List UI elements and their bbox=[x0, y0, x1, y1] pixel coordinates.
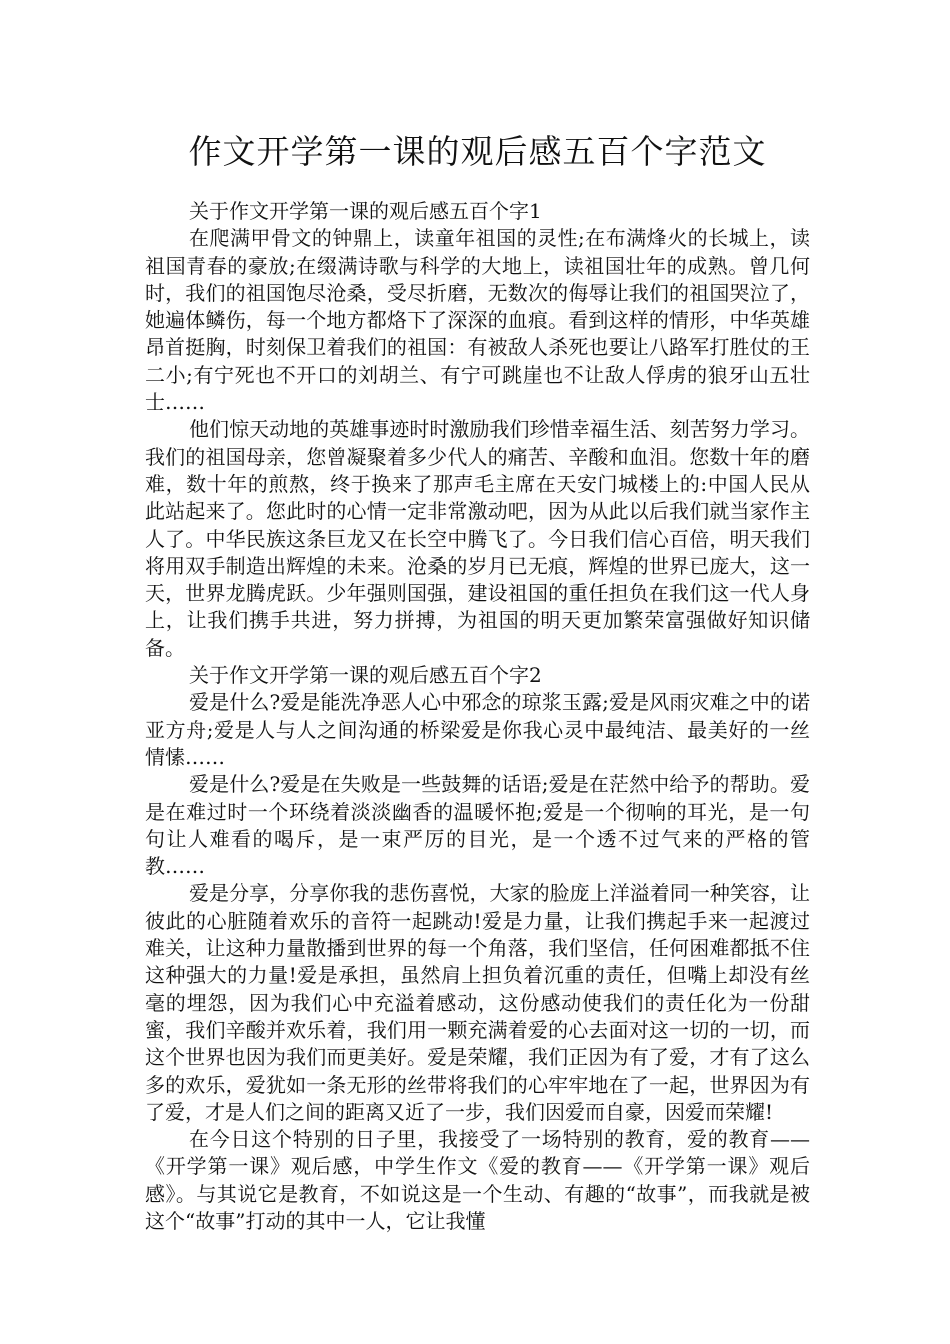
document-page bbox=[145, 0, 810, 1344]
paragraph: 在今日这个特别的日子里，我接受了一场特别的教育，爱的教育——《开学第一课》观后感，中学生作文《爱的教育——《开学第一课》观后感》。与其说它是教育，不如说这是一个生动、有趣的“故事”，而我就是被这个“故事”打动的其中一人，它让我懂 bbox=[145, 1127, 810, 1233]
essay-heading-1: 关于作文开学第一课的观后感五百个字1 bbox=[189, 199, 542, 223]
paragraph: 他们惊天动地的英雄事迹时时激励我们珍惜幸福生活、刻苦努力学习。我们的祖国母亲，您曾凝聚着多少代人的痛苦、辛酸和血泪。您数十年的磨难，数十年的煎熬，终于换来了那声毛主席在天安门城楼上的:中国人民从此站起来了。您此时的心情一定非常激动吧，因为从此以后我们就当家作主人了。中华民族这条巨龙又在长空中腾飞了。今日我们信心百倍，明天我们将用双手制造出辉煌的未来。沧桑的岁月已无痕，辉煌的世界已庞大，这一天，世界龙腾虎跃。少年强则国强，建设祖国的重任担负在我们这一代人身上，让我们携手共进，努力拼搏，为祖国的明天更加繁荣富强做好知识储备。 bbox=[145, 417, 810, 660]
document-title: 作文开学第一课的观后感五百个字范文 bbox=[188, 132, 767, 171]
essay-heading-2: 关于作文开学第一课的观后感五百个字2 bbox=[189, 663, 542, 688]
document-body bbox=[145, 198, 810, 1235]
paragraph: 爱是分享，分享你我的悲伤喜悦，大家的脸庞上洋溢着同一种笑容，让彼此的心脏随着欢乐的音符一起跳动!爱是力量，让我们携起手来一起渡过难关，让这种力量散播到世界的每一个角落，我们坚信，任何困难都抵不住这种强大的力量!爱是承担，虽然肩上担负着沉重的责任，但嘴上却没有丝毫的埋怨，因为我们心中充溢着感动，这份感动使我们的责任化为一份甜蜜，我们辛酸并欢乐着，我们用一颗充满着爱的心去面对这一切的一切，而这个世界也因为我们而更美好。爱是荣耀，我们正因为有了爱，才有了这么多的欢乐，爱犹如一条无形的丝带将我们的心牢牢地在了一起，世界因为有了爱，才是人们之间的距离又近了一步，我们因爱而自豪，因爱而荣耀! bbox=[145, 881, 810, 1124]
paragraph: 爱是什么?爱是能洗净恶人心中邪念的琼浆玉露;爱是风雨灾难之中的诺亚方舟;爱是人与人之间沟通的桥梁爱是你我心灵中最纯洁、最美好的一丝情愫…… bbox=[145, 690, 810, 769]
paragraph: 在爬满甲骨文的钟鼎上，读童年祖国的灵性;在布满烽火的长城上，读祖国青春的豪放;在缀满诗歌与科学的大地上，读祖国壮年的成熟。曾几何时，我们的祖国饱尽沧桑，受尽折磨，无数次的侮辱让我们的祖国哭泣了，她遍体鳞伤，每一个地方都烙下了深深的血痕。看到这样的情形，中华英雄昂首挺胸，时刻保卫着我们的祖国：有被敌人杀死也要让八路军打胜仗的王二小;有宁死也不开口的刘胡兰、有宁可跳崖也不让敌人俘虏的狼牙山五壮士…… bbox=[145, 226, 810, 415]
paragraph: 爱是什么?爱是在失败是一些鼓舞的话语;爱是在茫然中给予的帮助。爱是在难过时一个环绕着淡淡幽香的温暖怀抱;爱是一个彻响的耳光，是一句句让人难看的喝斥，是一束严厉的目光，是一个透不过气来的严格的管教…… bbox=[145, 772, 810, 879]
